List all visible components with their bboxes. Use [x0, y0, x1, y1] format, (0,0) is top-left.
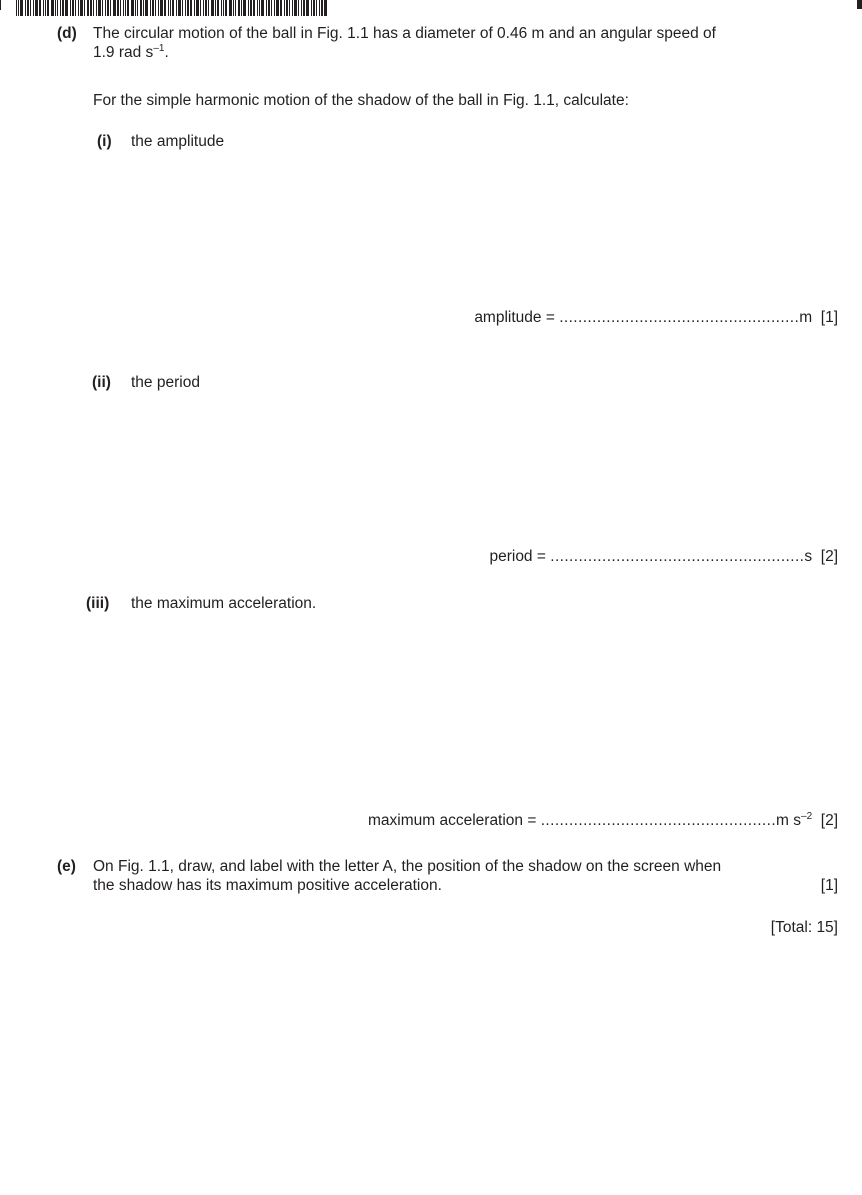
sub-i-text: the amplitude: [131, 133, 225, 150]
barcode-bar: [168, 0, 169, 16]
part-e-line2: the shadow has its maximum positive acceleration.: [93, 877, 442, 894]
barcode-bar: [72, 0, 74, 16]
barcode-bar: [243, 0, 246, 16]
barcode-bar: [127, 0, 129, 16]
barcode-bar: [164, 0, 166, 16]
barcode-bar: [158, 0, 159, 16]
barcode-bar: [176, 0, 177, 16]
barcode-bar: [135, 0, 136, 16]
barcode-bar: [271, 0, 272, 16]
part-d-intro: For the simple harmonic motion of the shadow of the ball in Fig. 1.1, calculate:: [93, 92, 629, 109]
barcode-bar: [203, 0, 204, 16]
barcode-bar: [18, 0, 19, 16]
barcode-bar: [261, 0, 264, 16]
barcode-bar: [294, 0, 297, 16]
barcode-bar: [125, 0, 126, 16]
barcode-bar: [316, 0, 317, 16]
barcode-bar: [289, 0, 290, 16]
sub-iii-text: the maximum acceleration.: [131, 595, 317, 612]
barcode-bar: [33, 0, 34, 16]
barcode-bar: [235, 0, 236, 16]
barcode-bar: [223, 0, 224, 16]
barcode-bar: [57, 0, 58, 16]
barcode-bar: [80, 0, 83, 16]
barcode-bar: [55, 0, 56, 16]
barcode-bar: [113, 0, 116, 16]
barcode-bar: [284, 0, 285, 16]
barcode-bar: [311, 0, 312, 16]
barcode-bar: [276, 0, 279, 16]
barcode-bar: [306, 0, 309, 16]
total-marks: [Total: 15]: [770, 919, 838, 936]
barcode-bar: [105, 0, 106, 16]
part-d-line1: The circular motion of the ball in Fig. 1.1 has a diameter of 0.46 m and an angular speed of: [93, 25, 716, 42]
barcode-bar: [75, 0, 76, 16]
barcode-bar: [319, 0, 320, 16]
barcode-bar: [51, 0, 54, 16]
part-d-line2: 1.9 rad $s^{-1}$.: [93, 43, 169, 61]
barcode-bar: [200, 0, 201, 16]
barcode-bar: [185, 0, 186, 16]
barcode-bar: [78, 0, 79, 16]
barcode-bar: [170, 0, 171, 16]
sub-iii-label: (iii): [86, 595, 110, 612]
period-answer-line: period = ......................................................s [2]: [489, 548, 838, 565]
barcode-bar: [65, 0, 68, 16]
barcode-bar: [211, 0, 214, 16]
barcode-bar: [274, 0, 275, 16]
barcode-bar: [248, 0, 249, 16]
barcode-bar: [298, 0, 299, 16]
part-e-label: (e): [57, 858, 76, 875]
barcode-bar: [27, 0, 29, 16]
barcode-bar: [217, 0, 219, 16]
barcode-bar: [39, 0, 41, 16]
sub-i-label: (i): [97, 133, 112, 150]
amplitude-answer-space[interactable]: ...................................................: [559, 309, 800, 326]
barcode-bar: [257, 0, 258, 16]
barcode-bar: [208, 0, 209, 16]
barcode-bar: [145, 0, 148, 16]
barcode-bar: [25, 0, 26, 16]
part-e-marks: [1]: [820, 877, 838, 894]
barcode-bar: [292, 0, 293, 16]
max-acceleration-answer-space[interactable]: ..................................................: [540, 812, 777, 829]
barcode-bar: [110, 0, 111, 16]
barcode-bar: [70, 0, 71, 16]
max-acceleration-answer-line: maximum acceleration = ..................................................m $s^{-2}$ [2]: [368, 811, 838, 829]
barcode-bar: [286, 0, 288, 16]
barcode-bar: [123, 0, 124, 16]
barcode-bar: [96, 0, 97, 16]
barcode-bar: [35, 0, 38, 16]
barcode-bar: [131, 0, 134, 16]
barcode-bar: [266, 0, 267, 16]
barcode-bar: [268, 0, 270, 16]
barcode-bar: [20, 0, 23, 16]
barcode-bar: [250, 0, 252, 16]
barcode-bar: [137, 0, 138, 16]
barcode-bar: [172, 0, 174, 16]
barcode-bar: [194, 0, 195, 16]
barcode-bar: [90, 0, 92, 16]
barcode-bar: [98, 0, 101, 16]
sub-ii-text: the period: [131, 374, 200, 391]
barcode-bar: [16, 0, 17, 16]
barcode-bar: [93, 0, 94, 16]
barcode-bar: [215, 0, 216, 16]
barcode-bar: [259, 0, 260, 16]
barcode-bar: [107, 0, 109, 16]
barcode-bar: [120, 0, 121, 16]
barcode-bar: [155, 0, 156, 16]
barcode-bar: [241, 0, 242, 16]
barcode-bar: [102, 0, 103, 16]
barcode-bar: [160, 0, 163, 16]
barcode-bar: [182, 0, 183, 16]
barcode-bar: [47, 0, 49, 16]
barcode-bar: [225, 0, 227, 16]
part-d-label: (d): [57, 25, 77, 42]
barcode-bar: [233, 0, 234, 16]
barcode-bar: [140, 0, 142, 16]
barcode-bar: [143, 0, 144, 16]
barcode: [16, 0, 329, 16]
barcode-bar: [43, 0, 44, 16]
barcode-bar: [60, 0, 61, 16]
barcode-bar: [321, 0, 323, 16]
barcode-bar: [196, 0, 199, 16]
barcode-bar: [229, 0, 232, 16]
barcode-bar: [152, 0, 154, 16]
barcode-bar: [84, 0, 85, 16]
part-e-line1: On Fig. 1.1, draw, and label with the letter A, the position of the shadow on the screen when: [93, 858, 722, 875]
barcode-bar: [187, 0, 189, 16]
barcode-bar: [238, 0, 240, 16]
barcode-bar: [324, 0, 327, 16]
barcode-bar: [221, 0, 222, 16]
barcode-bar: [303, 0, 305, 16]
barcode-bar: [117, 0, 119, 16]
barcode-bar: [280, 0, 282, 16]
barcode-bar: [87, 0, 89, 16]
sub-ii-label: (ii): [92, 374, 111, 391]
barcode-bar: [301, 0, 302, 16]
crop-mark-left: [0, 0, 1, 10]
amplitude-answer-line: amplitude = ...................................................m [1]: [474, 309, 838, 326]
barcode-bar: [30, 0, 31, 16]
barcode-bar: [253, 0, 255, 16]
barcode-bar: [45, 0, 46, 16]
barcode-bar: [150, 0, 151, 16]
barcode-bar: [313, 0, 315, 16]
period-answer-space[interactable]: ......................................................: [550, 548, 805, 565]
barcode-bar: [178, 0, 181, 16]
barcode-bar: [205, 0, 207, 16]
barcode-bar: [190, 0, 192, 16]
barcode-bar: [62, 0, 64, 16]
crop-mark-right: [857, 0, 862, 9]
